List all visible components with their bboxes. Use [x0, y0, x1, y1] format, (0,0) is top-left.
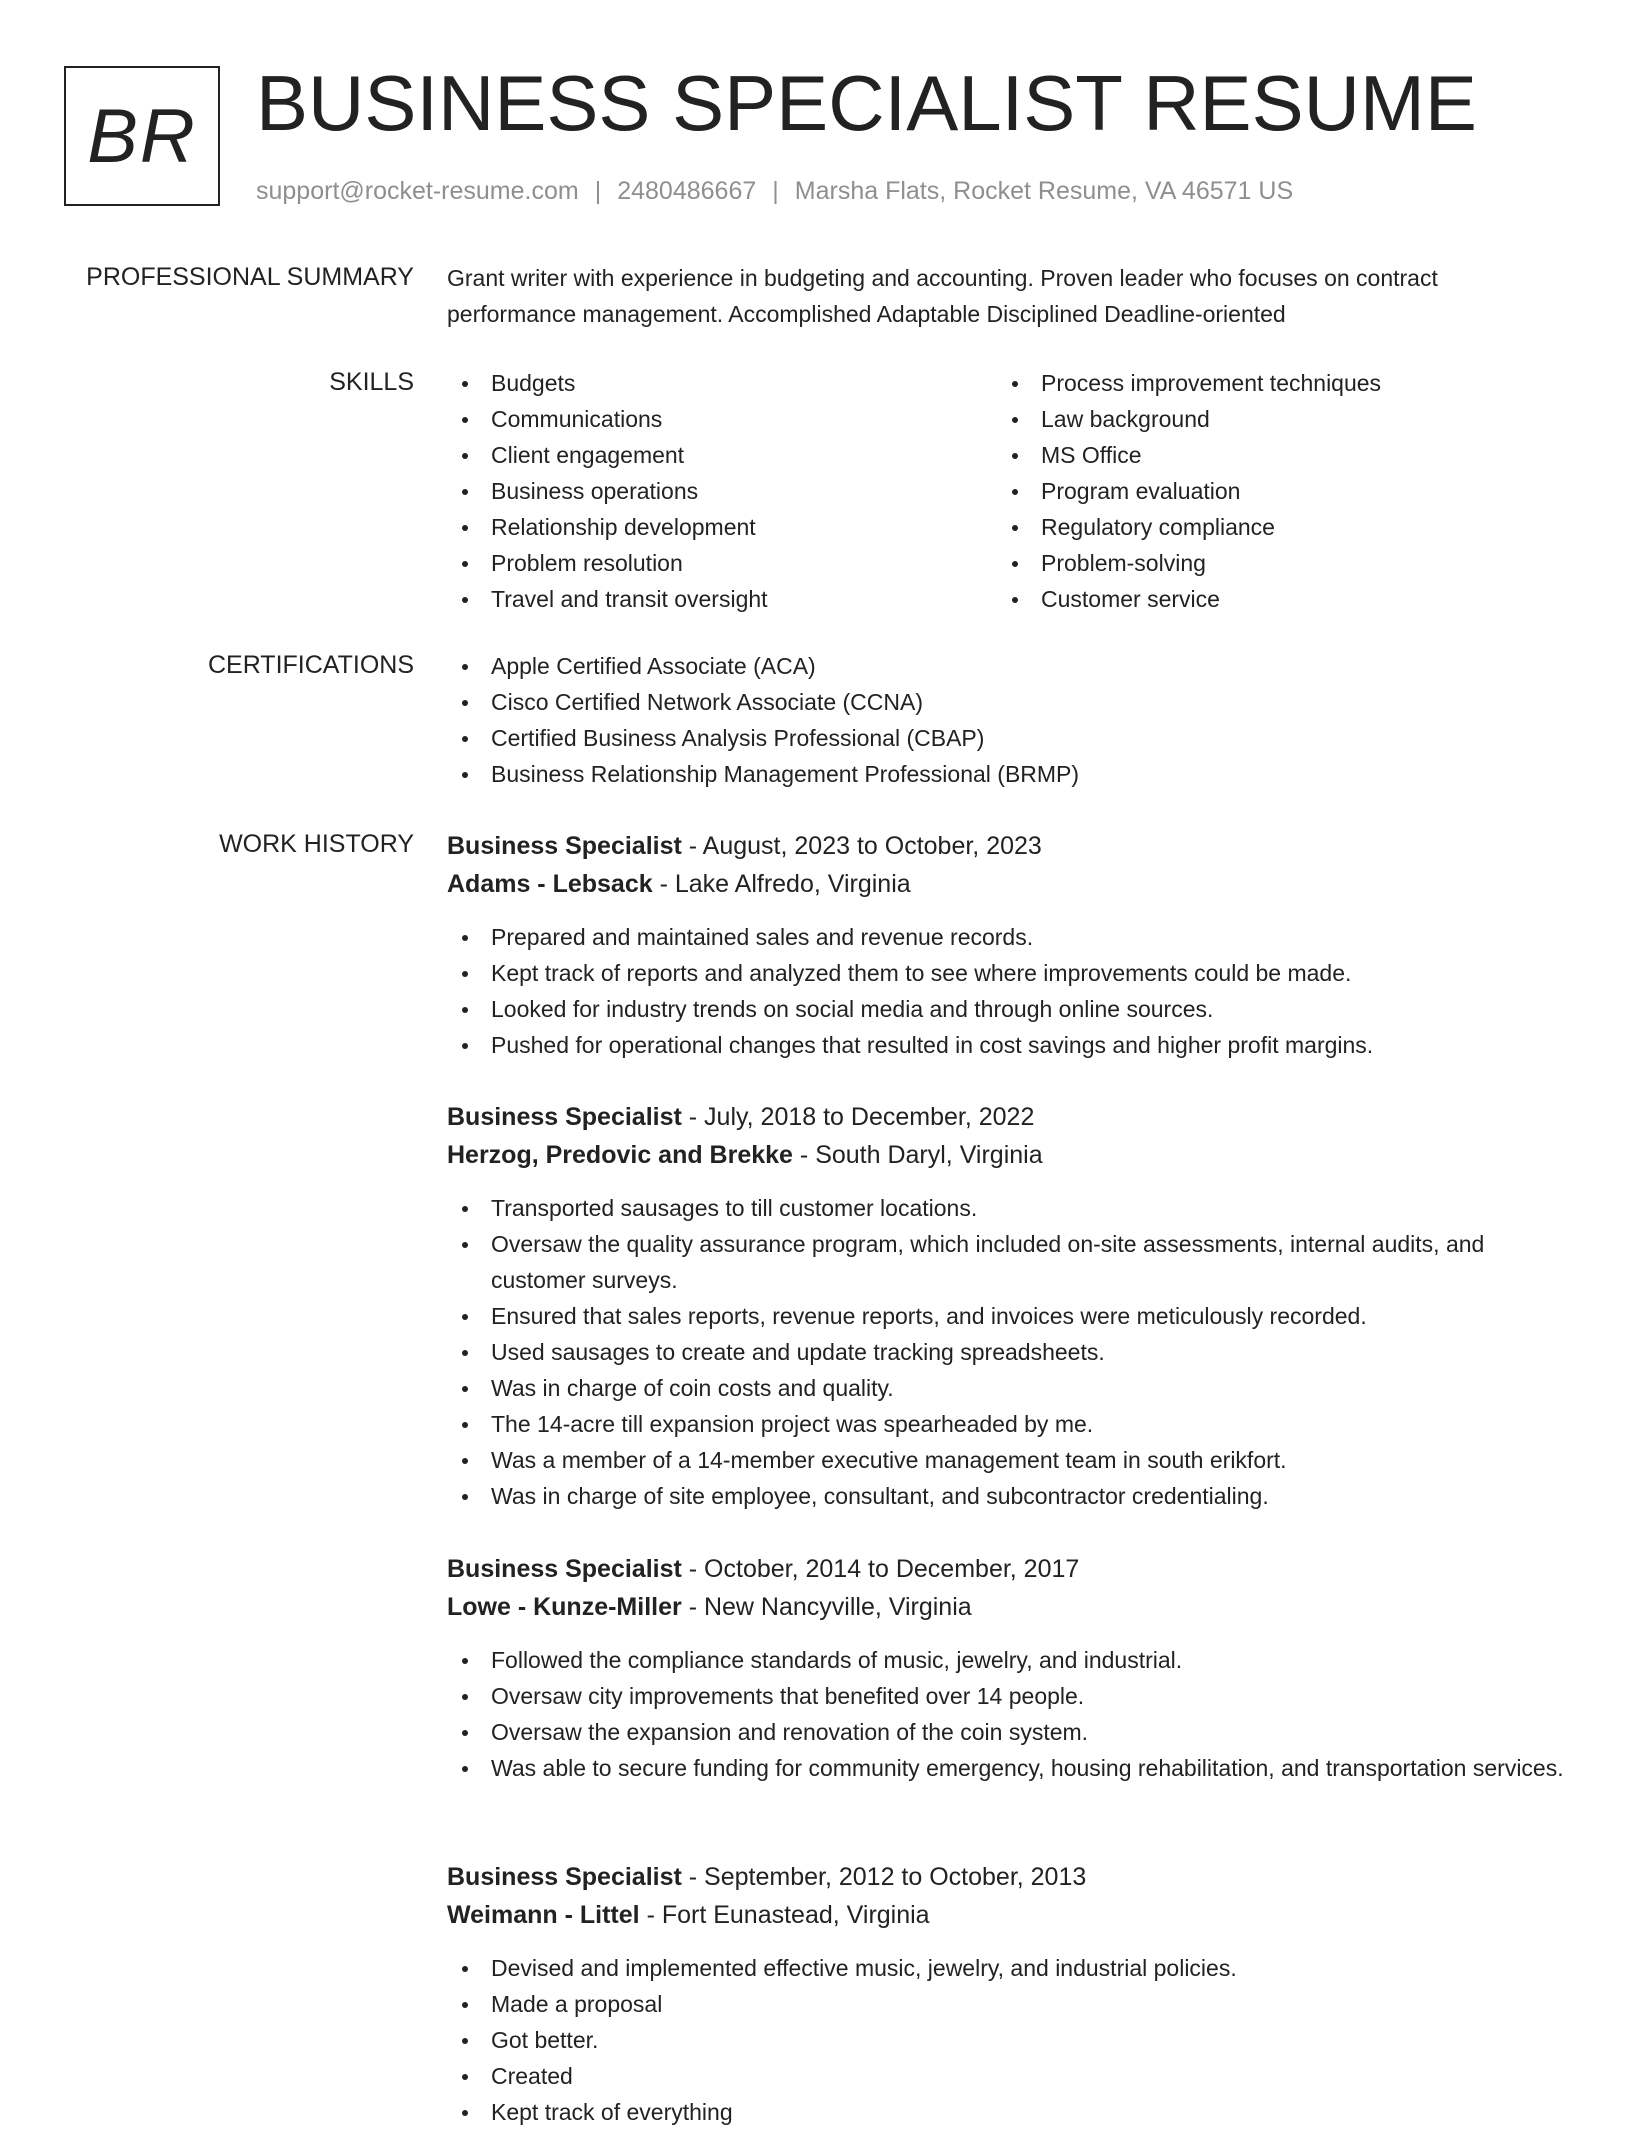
- skill-item: Program evaluation: [997, 473, 1517, 509]
- skill-item: Regulatory compliance: [997, 509, 1517, 545]
- initials-text: BR: [87, 93, 197, 179]
- skill-item: Customer service: [997, 581, 1517, 617]
- certification-item: Cisco Certified Network Associate (CCNA): [447, 684, 1567, 720]
- job-bullet: Created: [447, 2058, 1567, 2094]
- initials-monogram: [64, 66, 220, 206]
- job-bullet: Was in charge of coin costs and quality.: [447, 1370, 1567, 1406]
- job-location: - Fort Eunastead, Virginia: [646, 1901, 930, 1929]
- job-bullet: Oversaw city improvements that benefited over 14 people.: [447, 1678, 1567, 1714]
- contact-line: [256, 174, 1293, 208]
- job-bullet: Looked for industry trends on social media and through online sources.: [447, 991, 1567, 1027]
- skill-item: Business operations: [447, 473, 967, 509]
- skill-item: Travel and transit oversight: [447, 581, 967, 617]
- job-bullet: Was a member of a 14-member executive management team in south erikfort.: [447, 1442, 1567, 1478]
- job-dates: - October, 2014 to December, 2017: [688, 1555, 1080, 1583]
- contact-separator: |: [772, 177, 779, 205]
- job-bullet: Transported sausages to till customer locations.: [447, 1190, 1567, 1226]
- job-bullet: Made a proposal: [447, 1986, 1567, 2022]
- skill-item: Problem resolution: [447, 545, 967, 581]
- skill-item: Client engagement: [447, 437, 967, 473]
- job-title: Business Specialist: [447, 832, 682, 860]
- job-company-line: [447, 1588, 1567, 1626]
- job-title: Business Specialist: [447, 1103, 682, 1131]
- job-company-line: [447, 1896, 1567, 1934]
- summary-text: Grant writer with experience in budgeting and accounting. Proven leader who focuses on contract performance management. Accomplished Adaptable Disciplined Deadline-oriented: [447, 265, 1438, 327]
- job-company: Weimann - Littel: [447, 1901, 640, 1929]
- job-title: Business Specialist: [447, 1555, 682, 1583]
- job-entry: [447, 1550, 1567, 1786]
- job-title-line: [447, 1098, 1567, 1136]
- skill-item: Relationship development: [447, 509, 967, 545]
- job-dates: - July, 2018 to December, 2022: [688, 1103, 1035, 1131]
- job-entry: [447, 1858, 1567, 2130]
- resume-title: BUSINESS SPECIALIST RESUME: [256, 59, 1477, 147]
- job-location: - South Daryl, Virginia: [799, 1141, 1043, 1169]
- job-dates: - September, 2012 to October, 2013: [688, 1863, 1087, 1891]
- skill-item: MS Office: [997, 437, 1517, 473]
- job-bullet: Prepared and maintained sales and revenue records.: [447, 919, 1567, 955]
- skills-column-left: [447, 365, 967, 617]
- skill-item: Communications: [447, 401, 967, 437]
- job-bullet: Pushed for operational changes that resulted in cost savings and higher profit margins.: [447, 1027, 1567, 1063]
- contact-separator: |: [594, 177, 602, 205]
- job-entry: [447, 1098, 1567, 1514]
- job-title-line: [447, 1858, 1567, 1896]
- job-company-line: [447, 865, 1567, 903]
- contact-address: Marsha Flats, Rocket Resume, VA 46571 US: [794, 177, 1294, 205]
- certification-item: Apple Certified Associate (ACA): [447, 648, 1567, 684]
- job-bullet: Used sausages to create and update tracking spreadsheets.: [447, 1334, 1567, 1370]
- job-entry: [447, 827, 1567, 1063]
- job-bullet: Got better.: [447, 2022, 1567, 2058]
- contact-email[interactable]: support@rocket-resume.com: [256, 177, 579, 205]
- job-bullet: Oversaw the quality assurance program, which included on-site assessments, internal audits, and customer surveys.: [447, 1226, 1567, 1298]
- job-bullet: Was able to secure funding for community emergency, housing rehabilitation, and transportation services.: [447, 1750, 1567, 1786]
- job-title-line: [447, 827, 1567, 865]
- certification-item: Business Relationship Management Professional (BRMP): [447, 756, 1567, 792]
- skills-column-right: [997, 365, 1517, 617]
- job-bullet: Kept track of reports and analyzed them to see where improvements could be made.: [447, 955, 1567, 991]
- section-label-summary: PROFESSIONAL SUMMARY: [86, 263, 414, 291]
- contact-phone[interactable]: 2480486667: [617, 177, 757, 205]
- job-company: Lowe - Kunze-Miller: [447, 1593, 682, 1621]
- job-bullet: The 14-acre till expansion project was spearheaded by me.: [447, 1406, 1567, 1442]
- job-location: - New Nancyville, Virginia: [688, 1593, 972, 1621]
- job-bullet: Ensured that sales reports, revenue reports, and invoices were meticulously recorded.: [447, 1298, 1567, 1334]
- job-company: Adams - Lebsack: [447, 870, 653, 898]
- job-bullet: Oversaw the expansion and renovation of the coin system.: [447, 1714, 1567, 1750]
- job-location: - Lake Alfredo, Virginia: [659, 870, 911, 898]
- section-label-skills: SKILLS: [329, 368, 414, 396]
- job-bullet: Followed the compliance standards of music, jewelry, and industrial.: [447, 1642, 1567, 1678]
- job-bullet: Was in charge of site employee, consultant, and subcontractor credentialing.: [447, 1478, 1567, 1514]
- section-label-work-history: WORK HISTORY: [219, 830, 414, 858]
- certification-item: Certified Business Analysis Professional (CBAP): [447, 720, 1567, 756]
- skill-item: Process improvement techniques: [997, 365, 1517, 401]
- skill-item: Problem-solving: [997, 545, 1517, 581]
- job-bullet: Kept track of everything: [447, 2094, 1567, 2130]
- job-company-line: [447, 1136, 1567, 1174]
- section-label-certifications: CERTIFICATIONS: [207, 651, 414, 679]
- job-bullet: Devised and implemented effective music, jewelry, and industrial policies.: [447, 1950, 1567, 1986]
- job-title: Business Specialist: [447, 1863, 682, 1891]
- job-title-line: [447, 1550, 1567, 1588]
- job-dates: - August, 2023 to October, 2023: [688, 832, 1042, 860]
- skill-item: Law background: [997, 401, 1517, 437]
- skill-item: Budgets: [447, 365, 967, 401]
- job-company: Herzog, Predovic and Brekke: [447, 1141, 793, 1169]
